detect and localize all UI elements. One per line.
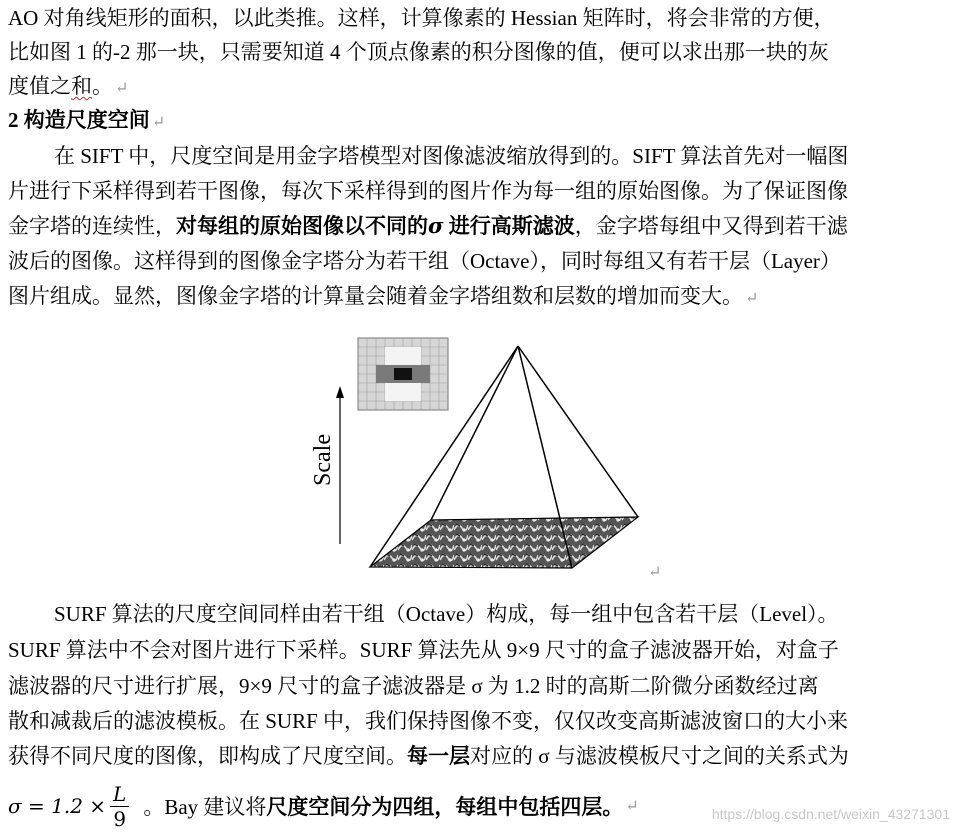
paragraph-line [8, 34, 829, 70]
bold-text: 进行高斯滤波 [443, 214, 575, 238]
text: SURF 算法的尺度空间同样由若干组（Octave）构成，每一组中包含若干层（Level）。 [54, 602, 839, 626]
bold-text: 对每组的原始图像以不同的 [176, 214, 428, 238]
paragraph-line [8, 703, 848, 739]
paragraph-line [8, 668, 819, 704]
text: 。 [92, 74, 113, 98]
paragraph-line [54, 596, 839, 632]
paragraph-line [8, 208, 848, 244]
text: 度值之 [8, 74, 71, 98]
paragraph-mark-icon: ↵ [151, 114, 166, 131]
formula-fraction [110, 782, 129, 831]
paragraph-line [8, 243, 841, 279]
sigma-symbol: σ [428, 213, 444, 238]
filter-kernel-image [358, 338, 448, 410]
paragraph-mark-icon: ↵ [648, 564, 662, 581]
formula-line [8, 778, 639, 834]
section-heading [8, 102, 165, 138]
paragraph-line [8, 738, 849, 774]
paragraph-line [8, 68, 128, 104]
paragraph-line [8, 632, 839, 668]
scale-pyramid-figure [300, 332, 660, 582]
text: SURF 算法中不会对图片进行下采样。SURF 算法先从 9×9 尺寸的盒子滤波器开始，对盒子 [8, 638, 839, 662]
bold-text: 尺度空间分为四组，每组中包括四层。 [266, 795, 624, 819]
text: 散和减裁后的滤波模板。在 SURF 中，我们保持图像不变，仅仅改变高斯滤波窗口的大小来 [8, 709, 849, 733]
paragraph-line [8, 0, 835, 36]
text: ，金字塔每组中又得到若干滤 [574, 214, 848, 238]
paragraph-mark-icon: ↵ [625, 798, 639, 815]
text: 图片组成。显然，图像金字塔的计算量会随着金字塔组数和层数的增加而变大。 [8, 284, 743, 308]
paragraph-line [54, 138, 848, 174]
heading-text: 2 构造尺度空间 [8, 108, 150, 132]
text: 比如图 1 的-2 那一块，只需要知道 4 个顶点像素的积分图像的值，便可以求出那一块的灰 [8, 40, 829, 64]
text: 在 SIFT 中，尺度空间是用金字塔模型对图像滤波缩放得到的。SIFT 算法首先对一幅图 [54, 144, 849, 168]
text: AO 对角线矩形的面积，以此类推。这样，计算像素的 Hessian 矩阵时，将会非常的方便， [8, 6, 835, 30]
text: 。Bay 建议将 [143, 795, 267, 819]
formula-left: σ = 1.2 × [8, 794, 107, 818]
pyramid-base-image [370, 517, 638, 568]
paragraph-line [8, 278, 758, 314]
text: 波后的图像。这样得到的图像金字塔分为若干组（Octave），同时每组又有若干层（Layer） [8, 249, 841, 273]
text: 滤波器的尺寸进行扩展，9×9 尺寸的盒子滤波器是 σ 为 1.2 时的高斯二阶微分函数经过离 [8, 674, 819, 698]
paragraph-line [8, 173, 848, 209]
fraction-denominator: 9 [113, 806, 127, 831]
watermark-url: https://blog.csdn.net/weixin_43271301 [711, 806, 950, 822]
text: 获得不同尺度的图像，即构成了尺度空间。 [8, 744, 407, 768]
pyramid-diagram [300, 332, 660, 582]
scale-axis-label: Scale [310, 434, 336, 486]
scale-axis-arrow [336, 386, 344, 544]
paragraph-mark-icon: ↵ [745, 290, 759, 307]
spellcheck-underlined-text: 和 [71, 74, 92, 98]
fraction-numerator: L [110, 782, 129, 807]
paragraph-mark-icon: ↵ [115, 80, 129, 97]
text: 金字塔的连续性， [8, 214, 176, 238]
text: 对应的 σ 与滤波模板尺寸之间的关系式为 [470, 744, 849, 768]
bold-text: 每一层 [407, 744, 470, 768]
text: 片进行下采样得到若干图像，每次下采样得到的图片作为每一组的原始图像。为了保证图像 [8, 179, 848, 203]
